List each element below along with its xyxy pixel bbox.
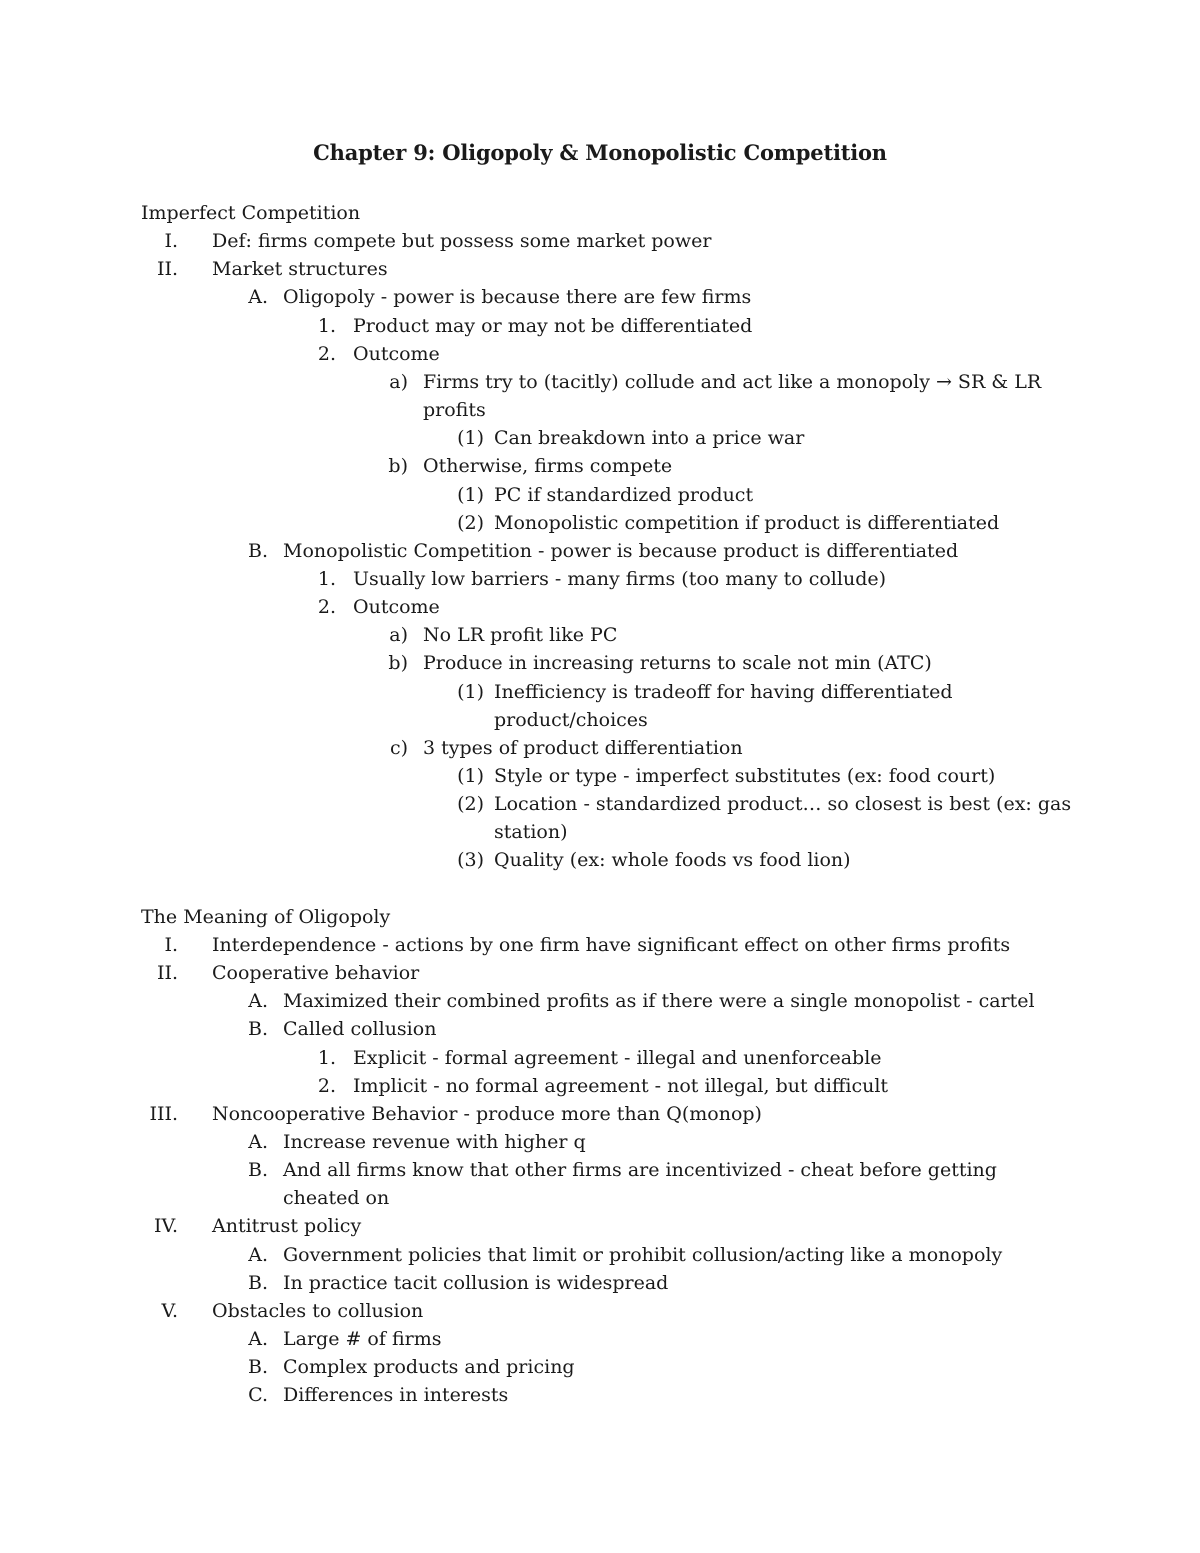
outline-line [0, 762, 1200, 790]
outline-line [0, 1297, 1200, 1325]
outline-text: Location - standardized product… so closest is best (ex: gas [494, 793, 1072, 816]
page-title: Chapter 9: Oligopoly & Monopolistic Competition [313, 140, 887, 165]
outline-line [0, 790, 1200, 818]
outline-text: Obstacles to collusion [212, 1299, 424, 1322]
outline-marker: 2. [317, 342, 336, 365]
outline-line [0, 1156, 1200, 1184]
outline-text: 3 types of product differentiation [423, 736, 743, 759]
outline-marker: (1) [457, 427, 484, 450]
outline-line [0, 424, 1200, 452]
blank-line [0, 875, 1200, 903]
outline-text: Can breakdown into a price war [494, 427, 805, 450]
outline-line [0, 706, 1200, 734]
outline-text: Monopolistic Competition - power is because product is differentiated [283, 539, 959, 562]
outline-line [0, 481, 1200, 509]
outline-marker: A. [248, 286, 268, 309]
outline-text: PC if standardized product [494, 483, 754, 506]
outline-line [0, 649, 1200, 677]
outline-line [0, 396, 1200, 424]
outline-marker: c) [389, 736, 408, 759]
outline-marker: 2. [317, 1074, 336, 1097]
outline-marker: B. [247, 1356, 268, 1379]
outline-text: Quality (ex: whole foods vs food lion) [494, 849, 851, 872]
outline-text: Style or type - imperfect substitutes (ex: food court) [494, 765, 996, 787]
outline-text: Implicit - no formal agreement - not illegal, but difficult [353, 1074, 889, 1097]
outline-marker: (1) [457, 765, 484, 787]
outline-line [0, 1325, 1200, 1353]
outline-text: Outcome [353, 342, 440, 365]
outline-line [0, 227, 1200, 255]
outline-line [0, 1100, 1200, 1128]
outline-text: Monopolistic competition if product is differentiated [494, 511, 1000, 534]
outline-text: Usually low barriers - many firms (too many to collude) [353, 567, 887, 590]
outline-text: Otherwise, firms compete [423, 455, 673, 478]
outline-marker: B. [247, 1271, 268, 1294]
outline-marker: A. [248, 1328, 268, 1350]
outline-marker: III. [149, 1102, 178, 1125]
outline-marker: b) [388, 455, 408, 478]
outline-text: Antitrust policy [212, 1215, 362, 1238]
outline-line [0, 1381, 1200, 1409]
outline-marker: (3) [457, 849, 484, 872]
outline-text: Noncooperative Behavior - produce more than Q(monop) [212, 1102, 762, 1125]
outline-text: In practice tacit collusion is widespread [283, 1271, 669, 1294]
outline-text: Produce in increasing returns to scale not min (ATC) [423, 652, 932, 675]
outline-text: Def: firms compete but possess some market power [212, 230, 712, 253]
outline-line [0, 368, 1200, 396]
outline-text: Explicit - formal agreement - illegal and unenforceable [353, 1046, 882, 1069]
outline-marker: B. [247, 1159, 268, 1182]
section-heading: The Meaning of Oligopoly [141, 905, 391, 928]
outline-text: Product may or may not be differentiated [353, 314, 753, 337]
outline-text: Outcome [353, 596, 440, 619]
outline-line [0, 818, 1200, 846]
outline-text: Differences in interests [283, 1384, 509, 1407]
outline-line [0, 565, 1200, 593]
outline-text: product/choices [494, 708, 648, 731]
outline-line [0, 340, 1200, 368]
outline-text: cheated on [283, 1187, 390, 1210]
outline-text: station) [494, 821, 568, 844]
outline-marker: a) [389, 624, 408, 647]
outline-marker: II. [156, 962, 178, 985]
outline-line [0, 199, 1200, 227]
outline-line [0, 283, 1200, 311]
outline-marker: I. [164, 230, 178, 253]
outline-line [0, 1184, 1200, 1212]
outline-line [0, 678, 1200, 706]
outline-line [0, 959, 1200, 987]
outline-text: Oligopoly - power is because there are few firms [283, 286, 752, 309]
outline-line [0, 1128, 1200, 1156]
outline-marker: A. [248, 990, 268, 1013]
outline-line [0, 593, 1200, 621]
outline-line [0, 987, 1200, 1015]
outline-marker: (2) [457, 511, 484, 534]
outline-marker: C. [248, 1384, 268, 1407]
outline-line [0, 255, 1200, 283]
outline-marker: IV. [154, 1215, 178, 1238]
outline-line [0, 509, 1200, 537]
outline-line [0, 931, 1200, 959]
outline-text: Government policies that limit or prohibit collusion/acting like a monopoly [283, 1243, 1003, 1266]
outline-marker: 1. [317, 314, 336, 337]
outline-line [0, 734, 1200, 762]
outline-marker: a) [389, 370, 408, 393]
outline-text: Large # of firms [283, 1328, 442, 1350]
outline-text: Complex products and pricing [283, 1356, 575, 1379]
outline-text: Inefficiency is tradeoff for having differentiated [494, 680, 953, 703]
outline-text: Cooperative behavior [212, 962, 420, 985]
outline-marker: B. [247, 1018, 268, 1041]
outline-line [0, 1212, 1200, 1240]
outline-text: No LR profit like PC [423, 624, 618, 647]
outline-line [0, 452, 1200, 480]
outline-line [0, 903, 1200, 931]
outline-marker: 2. [317, 596, 336, 619]
outline-text: profits [423, 399, 486, 422]
outline-marker: A. [248, 1130, 268, 1153]
outline-marker: A. [248, 1243, 268, 1266]
outline-marker: V. [161, 1299, 178, 1322]
outline-text: Market structures [212, 258, 388, 281]
outline-text: Interdependence - actions by one firm have significant effect on other firms profits [212, 933, 1011, 956]
outline-marker: B. [247, 539, 268, 562]
outline-marker: (1) [457, 483, 484, 506]
outline-marker: (2) [457, 793, 484, 816]
outline-marker: 1. [317, 567, 336, 590]
section-heading: Imperfect Competition [141, 202, 361, 224]
outline-marker: I. [164, 933, 178, 956]
outline-line [0, 1015, 1200, 1043]
outline-line [0, 1269, 1200, 1297]
outline-text: Increase revenue with higher q [283, 1130, 586, 1153]
outline-text: Maximized their combined profits as if there were a single monopolist - cartel [283, 990, 1035, 1013]
outline-text: Firms try to (tacitly) collude and act like a monopoly → SR & LR [423, 370, 1042, 393]
outline-marker: (1) [457, 680, 484, 703]
outline-marker: 1. [317, 1046, 336, 1069]
outline-marker: b) [388, 652, 408, 675]
outline-text: And all firms know that other firms are incentivized - cheat before getting [283, 1159, 997, 1182]
outline-line [0, 1044, 1200, 1072]
outline-line [0, 846, 1200, 874]
outline-line [0, 1241, 1200, 1269]
outline-line [0, 312, 1200, 340]
outline-line [0, 621, 1200, 649]
outline-line [0, 1353, 1200, 1381]
outline-line [0, 537, 1200, 565]
outline-text: Called collusion [283, 1018, 437, 1041]
outline-line [0, 1072, 1200, 1100]
outline-marker: II. [156, 258, 178, 281]
